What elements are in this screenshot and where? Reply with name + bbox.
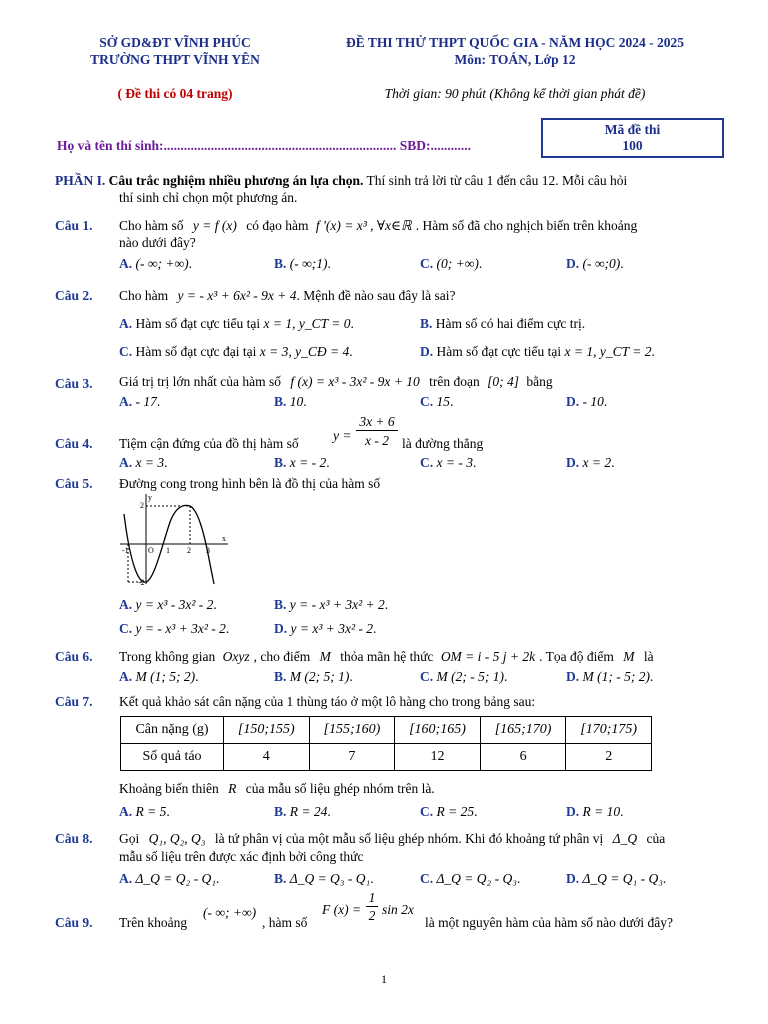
q4-option-a[interactable]: A. x = 3. (119, 455, 168, 470)
option-letter: B. (274, 871, 287, 886)
q1-stem-cont: nào dưới đây? (119, 235, 196, 250)
q7-number: Câu 7. (55, 694, 93, 709)
q2-option-c[interactable]: C. Hàm số đạt cực đại tại x = 3, y_CĐ = 4. (119, 344, 353, 359)
q4-fraction-denominator: x - 2 (365, 433, 389, 448)
q7-stem-2 (119, 781, 435, 797)
q8-text-3: của (646, 831, 666, 846)
option-letter: A. (119, 455, 133, 470)
q8-option-a[interactable]: A. Δ_Q = Q₂ - Q₁. (119, 871, 220, 886)
q5-option-a[interactable]: A. y = x³ - 3x² - 2. (119, 597, 217, 612)
option-value: R = 25 (436, 804, 475, 819)
option-text: Hàm số đạt cực tiểu tại (436, 344, 562, 359)
q5-number: Câu 5. (55, 476, 93, 491)
option-letter: B. (274, 597, 287, 612)
q8-text: Gọi (119, 831, 140, 846)
option-math: x = 1, y_CT = 2 (564, 344, 652, 359)
part1-desc-cont: thí sinh chỉ chọn một phương án. (119, 190, 298, 205)
q7-text-3: của mẫu số liệu ghép nhóm trên là. (245, 781, 435, 796)
q6-math-om: OM = i - 5 j + 2k (440, 649, 536, 664)
option-value: x = 2 (582, 455, 612, 470)
q3-option-d[interactable]: D. - 10. (566, 394, 608, 409)
option-letter: D. (566, 871, 580, 886)
q4-fraction-numerator: 3x + 6 (356, 414, 398, 431)
option-letter: C. (420, 394, 434, 409)
option-letter: D. (566, 256, 580, 271)
q2-stem (119, 288, 455, 304)
table-cell: 4 (224, 744, 310, 771)
q6-math-m: M (319, 649, 331, 664)
q5-function-graph (118, 492, 230, 586)
q7-text: Kết quả khảo sát cân nặng của 1 thùng táo ở một lô hàng cho trong bảng sau: (119, 694, 536, 709)
q9-frac-denominator: 2 (368, 908, 376, 923)
q8-number: Câu 8. (55, 831, 93, 846)
q1-option-c[interactable]: C. (0; +∞). (420, 256, 483, 271)
graph-label-neg1: -1 (122, 546, 129, 555)
q1-option-b[interactable]: B. (- ∞;1). (274, 256, 331, 271)
q2-option-a[interactable]: A. Hàm số đạt cực tiểu tại x = 1, y_CT = 0. (119, 316, 354, 331)
option-letter: B. (274, 804, 287, 819)
q2-option-d[interactable]: D. Hàm số đạt cực tiểu tại x = 1, y_CT = 2. (420, 344, 655, 359)
option-value: M (2; - 5; 1) (436, 669, 504, 684)
student-line: Họ và tên thí sinh:..................................................................... SBD:............ (57, 138, 472, 153)
table-cell: [165;170) (480, 717, 566, 744)
q7-weight-table (120, 716, 652, 771)
option-value: (- ∞; +∞) (135, 256, 189, 271)
option-letter: A. (119, 597, 133, 612)
q8-option-d[interactable]: D. Δ_Q = Q₁ - Q₃. (566, 871, 667, 886)
graph-label-x2: 2 (187, 546, 191, 555)
option-letter: A. (119, 669, 133, 684)
graph-label-3: 3 (206, 546, 210, 555)
table-cell: [150;155) (224, 717, 310, 744)
q4-number: Câu 4. (55, 436, 93, 451)
graph-label-y: y (148, 493, 152, 502)
option-letter: A. (119, 804, 133, 819)
q7-text-2: Khoảng biến thiên (119, 781, 219, 796)
q6-math-m2: M (623, 649, 635, 664)
option-value: M (1; 5; 2) (135, 669, 196, 684)
exam-code-value: 100 (622, 138, 643, 153)
option-value: R = 5 (135, 804, 167, 819)
option-letter: A. (119, 256, 133, 271)
q1-math-2: f '(x) = x³ , ∀x∈ℝ (315, 218, 412, 233)
option-value: Δ_Q = Q₁ - Q₃ (582, 871, 663, 886)
option-value: y = x³ + 3x² - 2 (290, 621, 374, 636)
exam-subject: Môn: TOÁN, Lớp 12 (454, 52, 576, 67)
part1-heading (55, 173, 627, 189)
option-value: (0; +∞) (436, 256, 479, 271)
q6-option-d[interactable]: D. M (1; - 5; 2). (566, 669, 654, 684)
option-letter: D. (566, 669, 580, 684)
q1-option-d[interactable]: D. (- ∞;0). (566, 256, 624, 271)
q5-option-b[interactable]: B. y = - x³ + 3x² + 2. (274, 597, 389, 612)
option-letter: D. (420, 344, 434, 359)
q7-math-r: R (228, 781, 237, 796)
part1-title: Câu trắc nghiệm nhiều phương án lựa chọn. (108, 173, 364, 188)
table-header-count: Số quả táo (121, 744, 224, 771)
option-value: M (1; - 5; 2) (582, 669, 650, 684)
q6-text-3: thỏa mãn hệ thức (340, 649, 434, 664)
option-value: x = - 2 (289, 455, 327, 470)
graph-label-x: x (222, 534, 226, 543)
option-letter: D. (566, 455, 580, 470)
q9-text: Trên khoảng (119, 915, 188, 930)
option-letter: B. (274, 669, 287, 684)
q3-text-2: trên đoạn (429, 374, 480, 389)
option-value: y = - x³ + 3x² - 2 (135, 621, 226, 636)
q6-stem (119, 649, 654, 665)
q4-option-b[interactable]: B. x = - 2. (274, 455, 330, 470)
q6-option-c[interactable]: C. M (2; - 5; 1). (420, 669, 508, 684)
option-value: x = - 3 (436, 455, 473, 470)
school-name: TRƯỜNG THPT VĨNH YÊN (90, 52, 260, 67)
table-row (121, 717, 652, 744)
graph-label-origin: O (148, 546, 154, 555)
q5-option-d[interactable]: D. y = x³ + 3x² - 2. (274, 621, 377, 636)
option-value: 10 (289, 394, 304, 409)
exam-title: ĐỀ THI THỬ THPT QUỐC GIA - NĂM HỌC 2024 - 2025 (346, 35, 684, 50)
graph-label-2: 2 (140, 501, 144, 510)
option-math: x = 3, y_CĐ = 4 (259, 344, 350, 359)
q3-math: f (x) = x³ - 3x² - 9x + 10 (290, 374, 420, 389)
q6-text-4: . Tọa độ điểm (539, 649, 614, 664)
option-letter: C. (420, 256, 434, 271)
option-letter: B. (274, 256, 287, 271)
q1-math-1: y = f (x) (192, 218, 237, 233)
q1-stem (119, 218, 637, 234)
option-letter: D. (566, 804, 580, 819)
q9-text-2: , hàm số (262, 915, 308, 930)
q7-option-c[interactable]: C. R = 25. (420, 804, 478, 819)
pages-note: ( Đề thi có 04 trang) (117, 86, 233, 101)
part1-desc: Thí sinh trả lời từ câu 1 đến câu 12. Mỗi câu hỏi (363, 173, 628, 188)
q9-frac-numerator: 1 (366, 890, 378, 907)
q8-math-q: Q₁, Q₂, Q₃ (148, 831, 206, 846)
option-letter: B. (274, 394, 287, 409)
option-letter: B. (274, 455, 287, 470)
q6-option-b[interactable]: B. M (2; 5; 1). (274, 669, 353, 684)
q2-math: y = - x³ + 6x² - 9x + 4 (177, 288, 297, 303)
option-value: Δ_Q = Q₃ - Q₁ (289, 871, 371, 886)
q1-text: Cho hàm số (119, 218, 184, 233)
q8-text-2: là tứ phân vị của một mẫu số liệu ghép nhóm. Khi đó khoảng tứ phân vị (214, 831, 604, 846)
option-letter: B. (420, 316, 433, 331)
q2-number: Câu 2. (55, 288, 93, 303)
option-value: (- ∞;0) (582, 256, 621, 271)
option-letter: C. (119, 621, 133, 636)
option-math: x = 1, y_CT = 0 (263, 316, 351, 331)
q4-text-2: là đường thẳng (402, 436, 484, 451)
q8-math-delta: Δ_Q (612, 831, 638, 846)
table-cell: 2 (566, 744, 652, 771)
q1-number: Câu 1. (55, 218, 93, 233)
q1-text-2: có đạo hàm (246, 218, 309, 233)
option-text: Hàm số đạt cực đại tại (135, 344, 257, 359)
part1-label: PHẦN I. (55, 173, 106, 188)
option-letter: D. (566, 394, 580, 409)
q9-number: Câu 9. (55, 915, 93, 930)
q1-text-3: . Hàm số đã cho nghịch biến trên khoảng (415, 218, 638, 233)
q8-stem (119, 831, 665, 847)
option-text: Hàm số đạt cực tiểu tại (135, 316, 261, 331)
q9-text-3: là một nguyên hàm của hàm số nào dưới đây? (425, 915, 674, 930)
option-letter: D. (274, 621, 288, 636)
q3-option-c[interactable]: C. 15. (420, 394, 454, 409)
q7-option-a[interactable]: A. R = 5. (119, 804, 170, 819)
option-value: R = 10 (582, 804, 621, 819)
q3-number: Câu 3. (55, 376, 93, 391)
q6-number: Câu 6. (55, 649, 93, 664)
graph-label-neg2: -2 (138, 578, 145, 586)
q6-math-oxyz: Oxyz (222, 649, 250, 664)
q6-text: Trong không gian (119, 649, 216, 664)
q5-text: Đường cong trong hình bên là đồ thị của hàm số (119, 476, 381, 491)
graph-label-1: 1 (166, 546, 170, 555)
option-value: R = 24 (289, 804, 328, 819)
q9-math-sin: sin 2x (382, 902, 414, 917)
q9-math-f: F (x) = (322, 902, 362, 917)
option-letter: C. (119, 344, 133, 359)
q3-text-3: bằng (526, 374, 553, 389)
option-letter: C. (420, 669, 434, 684)
q3-math-2: [0; 4] (487, 374, 519, 389)
q4-y-eq: y = (333, 428, 352, 443)
q6-text-2: , cho điểm (253, 649, 311, 664)
q3-option-a[interactable]: A. - 17. (119, 394, 161, 409)
q2-option-b[interactable] (420, 316, 585, 332)
option-value: - 17 (135, 394, 157, 409)
q7-option-b[interactable]: B. R = 24. (274, 804, 331, 819)
q4-option-c[interactable]: C. x = - 3. (420, 455, 477, 470)
table-cell: [170;175) (566, 717, 652, 744)
table-cell: 12 (395, 744, 481, 771)
q3-option-b[interactable]: B. 10. (274, 394, 307, 409)
table-cell: 6 (480, 744, 566, 771)
q1-option-a[interactable]: A. (- ∞; +∞). (119, 256, 192, 271)
option-value: Δ_Q = Q₂ - Q₁ (135, 871, 216, 886)
table-header-weight: Cân nặng (g) (121, 717, 224, 744)
option-value: 15 (436, 394, 450, 409)
q2-text: Cho hàm (119, 288, 169, 303)
option-text: Hàm số có hai điểm cực trị. (435, 316, 586, 331)
exam-code-label: Mã đề thi (604, 122, 661, 137)
q4-option-d[interactable]: D. x = 2. (566, 455, 615, 470)
q8-option-b[interactable]: B. Δ_Q = Q₃ - Q₁. (274, 871, 374, 886)
q6-text-5: là (643, 649, 654, 664)
option-value: y = x³ - 3x² - 2 (135, 597, 214, 612)
option-value: y = - x³ + 3x² + 2 (289, 597, 385, 612)
q4-text: Tiệm cận đứng của đồ thị hàm số (119, 436, 299, 451)
table-cell: 7 (309, 744, 395, 771)
q5-option-c[interactable]: C. y = - x³ + 3x² - 2. (119, 621, 230, 636)
q3-text: Giá trị trị lớn nhất của hàm số (119, 374, 281, 389)
option-value: - 10 (582, 394, 604, 409)
q9-math-interval: (- ∞; +∞) (203, 905, 257, 920)
q8-stem-cont: mẫu số liệu trên được xác định bởi công thức (119, 849, 364, 864)
table-row (121, 744, 652, 771)
option-letter: A. (119, 871, 133, 886)
option-value: M (2; 5; 1) (289, 669, 350, 684)
q2-text-2: . Mệnh đề nào sau đây là sai? (296, 288, 456, 303)
option-value: x = 3 (135, 455, 165, 470)
option-letter: C. (420, 804, 434, 819)
dept-name: SỞ GD&ĐT VĨNH PHÚC (99, 35, 251, 50)
option-letter: C. (420, 455, 434, 470)
q7-option-d[interactable]: D. R = 10. (566, 804, 624, 819)
q6-option-a[interactable]: A. M (1; 5; 2). (119, 669, 199, 684)
table-cell: [160;165) (395, 717, 481, 744)
option-value: Δ_Q = Q₂ - Q₃ (436, 871, 517, 886)
graph-curve (124, 505, 214, 584)
time-note: Thời gian: 90 phút (Không kể thời gian phát đề) (384, 86, 646, 101)
option-letter: C. (420, 871, 434, 886)
option-letter: A. (119, 394, 133, 409)
option-letter: A. (119, 316, 133, 331)
q8-option-c[interactable]: C. Δ_Q = Q₂ - Q₃. (420, 871, 521, 886)
q3-stem (119, 374, 553, 390)
option-value: (- ∞;1) (289, 256, 328, 271)
page-number: 1 (381, 972, 387, 986)
table-cell: [155;160) (309, 717, 395, 744)
exam-code-box (541, 118, 724, 158)
